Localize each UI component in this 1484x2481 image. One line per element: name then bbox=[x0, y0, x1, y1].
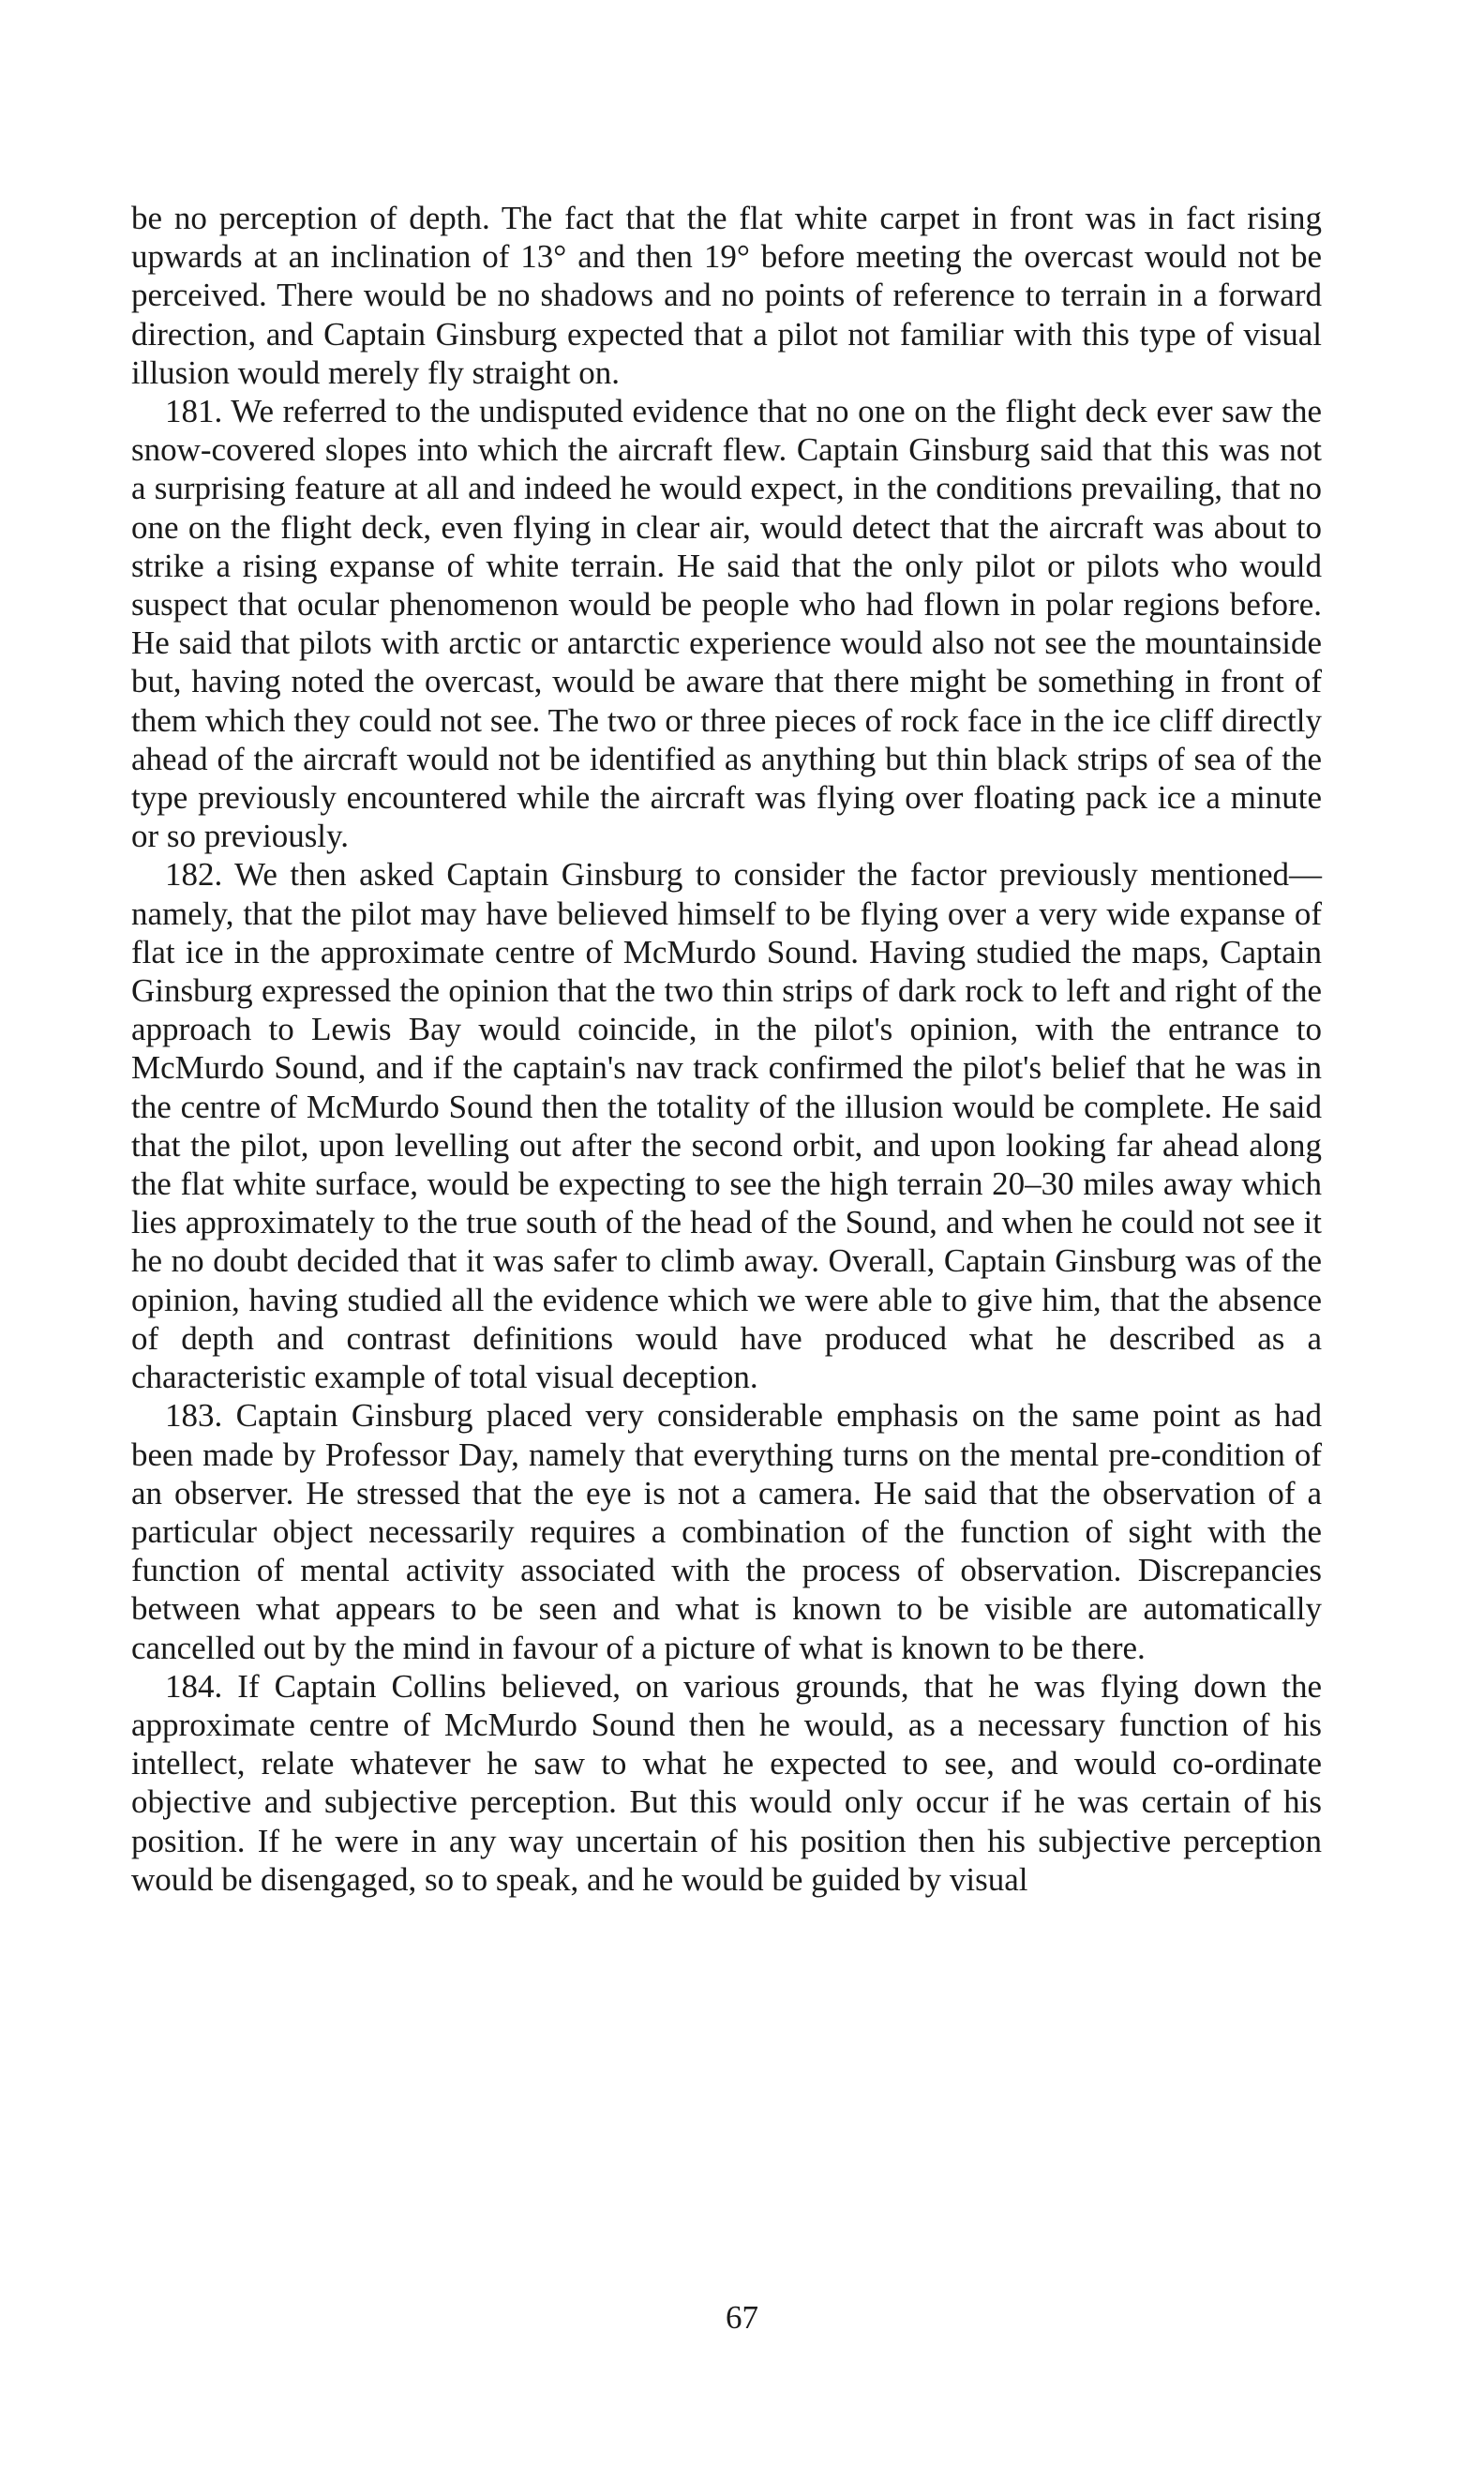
paragraph-182: 182. We then asked Captain Ginsburg to consider the factor previously mentioned—namely, that the pilot may have believed himself to be flying over a very wide expanse of flat ice in the approximate centre of McMurdo Sound. Having studied the maps, Captain Ginsburg expressed the opinion that the two thin strips of dark rock to left and right of the approach to Lewis Bay would coincide, in the pilot's opinion, with the entrance to McMurdo Sound, and if the captain's nav track confirmed the pilot's belief that he was in the centre of McMurdo Sound then the totality of the illusion would be complete. He said that the pilot, upon levelling out after the second orbit, and upon looking far ahead along the flat white surface, would be expecting to see the high terrain 20–30 miles away which lies approximately to the true south of the head of the Sound, and when he could not see it he no doubt decided that it was safer to climb away. Overall, Captain Ginsburg was of the opinion, having studied all the evidence which we were able to give him, that the absence of depth and contrast definitions would have produced what he described as a characteristic example of total visual deception. bbox=[131, 856, 1322, 1396]
paragraph-183: 183. Captain Ginsburg placed very considerable emphasis on the same point as had been made by Professor Day, namely that everything turns on the mental pre-condition of an observer. He stressed that the eye is not a camera. He said that the observation of a particular object necessarily requires a combination of the function of sight with the function of mental activity associated with the process of observation. Discrepancies between what appears to be seen and what is known to be visible are automatically cancelled out by the mind in favour of a picture of what is known to be there. bbox=[131, 1397, 1322, 1666]
document-page bbox=[131, 199, 1322, 1899]
paragraph-181: 181. We referred to the undisputed evidence that no one on the flight deck ever saw the snow-covered slopes into which the aircraft flew. Captain Ginsburg said that this was not a surprising feature at all and indeed he would expect, in the conditions prevailing, that no one on the flight deck, even flying in clear air, would detect that the aircraft was about to strike a rising expanse of white terrain. He said that the only pilot or pilots who would suspect that ocular phenomenon would be people who had flown in polar regions before. He said that pilots with arctic or antarctic experience would also not see the mountainside but, having noted the overcast, would be aware that there might be something in front of them which they could not see. The two or three pieces of rock face in the ice cliff directly ahead of the aircraft would not be identified as anything but thin black strips of sea of the type previously encountered while the aircraft was flying over floating pack ice a minute or so previously. bbox=[131, 393, 1322, 855]
paragraph-184: 184. If Captain Collins believed, on various grounds, that he was flying down the approximate centre of McMurdo Sound then he would, as a necessary function of his intellect, relate whatever he saw to what he expected to see, and would co-ordinate objective and subjective perception. But this would only occur if he was certain of his position. If he were in any way uncertain of his position then his subjective perception would be disengaged, so to speak, and he would be guided by visual bbox=[131, 1667, 1322, 1898]
paragraph-continuation: be no perception of depth. The fact that the flat white carpet in front was in fact rising upwards at an inclination of 13° and then 19° before meeting the overcast would not be perceived. There would be no shadows and no points of reference to terrain in a forward direction, and Captain Ginsburg expected that a pilot not familiar with this type of visual illusion would merely fly straight on. bbox=[131, 200, 1322, 391]
page-number: 67 bbox=[726, 2299, 758, 2336]
